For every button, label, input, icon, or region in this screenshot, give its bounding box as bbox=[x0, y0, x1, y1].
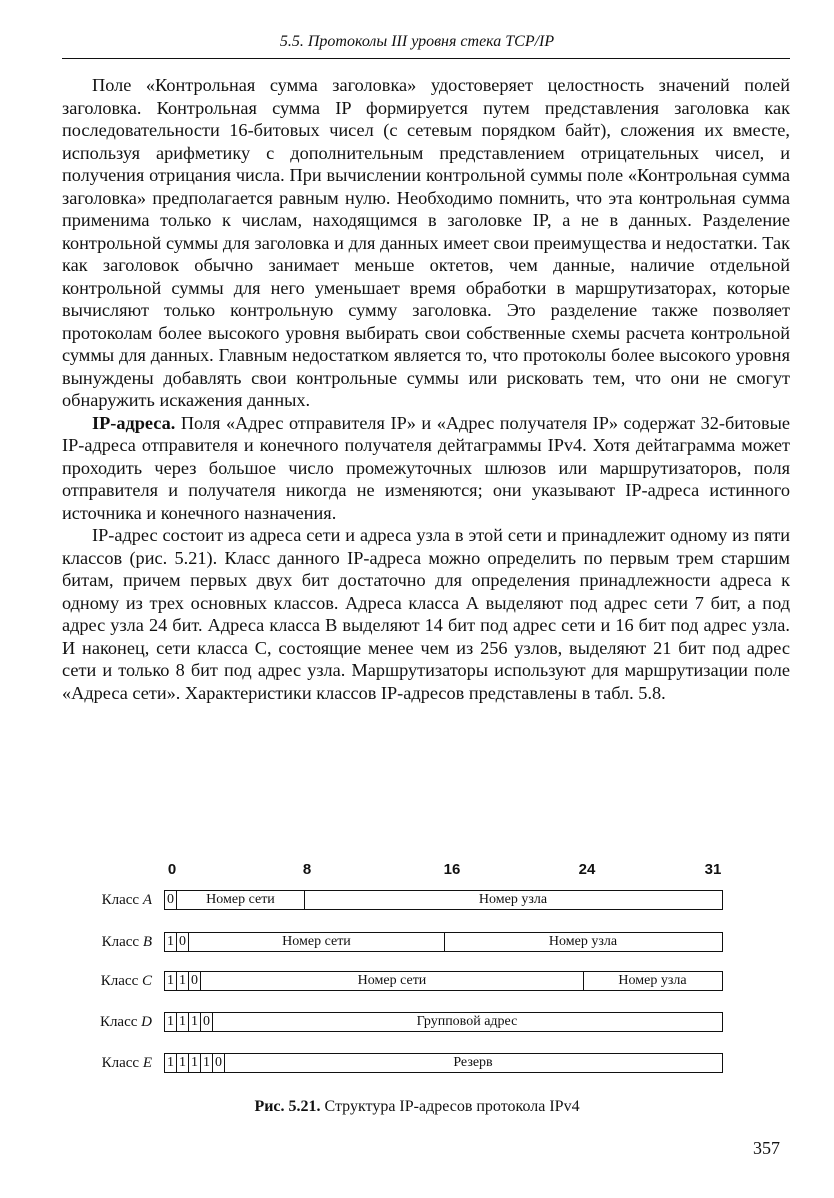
class-label-b: Класс B bbox=[101, 934, 152, 950]
prefix-bit: 0 bbox=[189, 972, 201, 990]
running-header: 5.5. Протоколы III уровня стека TCP/IP bbox=[279, 33, 555, 50]
prefix-bit: 1 bbox=[165, 1054, 177, 1072]
class-bar-a bbox=[164, 890, 723, 910]
class-bar-e bbox=[164, 1053, 723, 1073]
class-bar-c bbox=[164, 971, 723, 991]
prefix-bit: 1 bbox=[165, 972, 177, 990]
figure-caption-text: Структура IP-адресов протокола IPv4 bbox=[320, 1098, 580, 1115]
page-number: 357 bbox=[753, 1138, 780, 1158]
prefix-bit: 1 bbox=[177, 1054, 189, 1072]
paragraph-ip-addresses bbox=[62, 412, 790, 525]
class-label-a: Класс A bbox=[101, 892, 152, 908]
prefix-bit: 1 bbox=[201, 1054, 213, 1072]
paragraph-checksum: Поле «Контрольная сумма заголовка» удостоверяет целостность значений полей заголовка. Контрольная сумма IP формируется путем представления заголовка как последовательности 16-битовых чисел (с сетевым порядком байт), сложения их вместе, используя арифметику с дополнительным представлением отрицательных чисел, и получения отрицания числа. При вычислении контрольной суммы поле «Контрольная сумма заголовка» предполагается равным нулю. Необходимо помнить, что эта контрольная сумма применима только к числам, находящимся в заголовке IP, а не в данных. Разделение контрольной суммы для заголовка и для данных имеет свои преимущества и недостатки. Так как заголовок обычно занимает меньше октетов, чем данные, наличие отдельной контрольной суммы для него уменьшает время обработки в маршрутизаторах, которые вычисляют только контрольную сумму заголовка. Это разделение также позволяет протоколам более высокого уровня выбирать свои собственные схемы расчета контрольной суммы для данных. Главным недостатком является то, что протоколы более высокого уровня вынуждены добавлять свои контрольные суммы или рисковать тем, что они не смогут обнаружить искажения данных. bbox=[62, 75, 790, 410]
address-field: Групповой адрес bbox=[416, 1014, 518, 1029]
address-field: Резерв bbox=[453, 1055, 493, 1070]
address-field: Номер сети bbox=[201, 972, 584, 990]
prefix-bit: 1 bbox=[177, 972, 189, 990]
prefix-bit: 1 bbox=[165, 933, 177, 951]
prefix-bit: 1 bbox=[177, 1013, 189, 1031]
paragraph-address-classes: IP-адрес состоит из адреса сети и адреса узла в этой сети и принадлежит одному из пяти классов (рис. 5.21). Класс данного IP-адреса можно определить по первым трем старшим битам, причем первых двух бит достаточно для определения принадлежности адреса к одному из трех основных классов. Адреса класса А выделяют под адрес сети 7 бит, а под адрес узла 24 бит. Адреса класса В выделяют 14 бит под адрес сети и 16 бит под адрес узла. И наконец, сети класса С, состоящие менее чем из 256 узлов, выделяют 21 бит под адрес сети и только 8 бит под адрес узла. Маршрутизаторы используют для маршрутизации поле «Адреса сети». Характеристики классов IP-адресов представлены в табл. 5.8. bbox=[62, 525, 790, 703]
header-rule bbox=[62, 58, 790, 59]
prefix-bit: 1 bbox=[189, 1013, 201, 1031]
bit-position-31: 31 bbox=[704, 861, 722, 878]
bit-position-24: 24 bbox=[578, 861, 596, 878]
address-field: Номер сети bbox=[177, 891, 305, 909]
address-field: Номер узла bbox=[478, 892, 548, 907]
prefix-bit: 1 bbox=[165, 1013, 177, 1031]
class-label-d: Класс D bbox=[99, 1014, 152, 1030]
prefix-bit: 1 bbox=[189, 1054, 201, 1072]
prefix-bit: 0 bbox=[213, 1054, 225, 1072]
class-bar-b bbox=[164, 932, 723, 952]
class-label-c: Класс C bbox=[100, 973, 152, 989]
address-field: Номер узла bbox=[548, 934, 618, 949]
body-text bbox=[62, 74, 790, 704]
bit-position-0: 0 bbox=[167, 861, 177, 878]
ip-addresses-text: Поля «Адрес отправителя IP» и «Адрес получателя IP» содержат 32-битовые IP-адреса отправителя и конечного получателя дейтаграммы IPv4. Хотя дейтаграмма может проходить через большое число промежуточных шлюзов или маршрутизаторов, поля отправителя и получателя никогда не изменяются; они указывают IP-адреса истинного источника и конечного назначения. bbox=[62, 412, 790, 523]
address-field: Номер узла bbox=[618, 973, 687, 988]
prefix-bit: 0 bbox=[165, 891, 177, 909]
ip-addresses-term: IP-адреса. bbox=[92, 412, 176, 433]
figure-caption bbox=[0, 1098, 834, 1116]
prefix-bit: 0 bbox=[177, 933, 189, 951]
class-bar-d bbox=[164, 1012, 723, 1032]
figure-caption-label: Рис. 5.21. bbox=[254, 1098, 321, 1115]
address-field: Номер сети bbox=[189, 933, 445, 951]
prefix-bit: 0 bbox=[201, 1013, 213, 1031]
bit-position-8: 8 bbox=[302, 861, 312, 878]
bit-position-16: 16 bbox=[443, 861, 461, 878]
class-label-e: Класс E bbox=[101, 1055, 152, 1071]
